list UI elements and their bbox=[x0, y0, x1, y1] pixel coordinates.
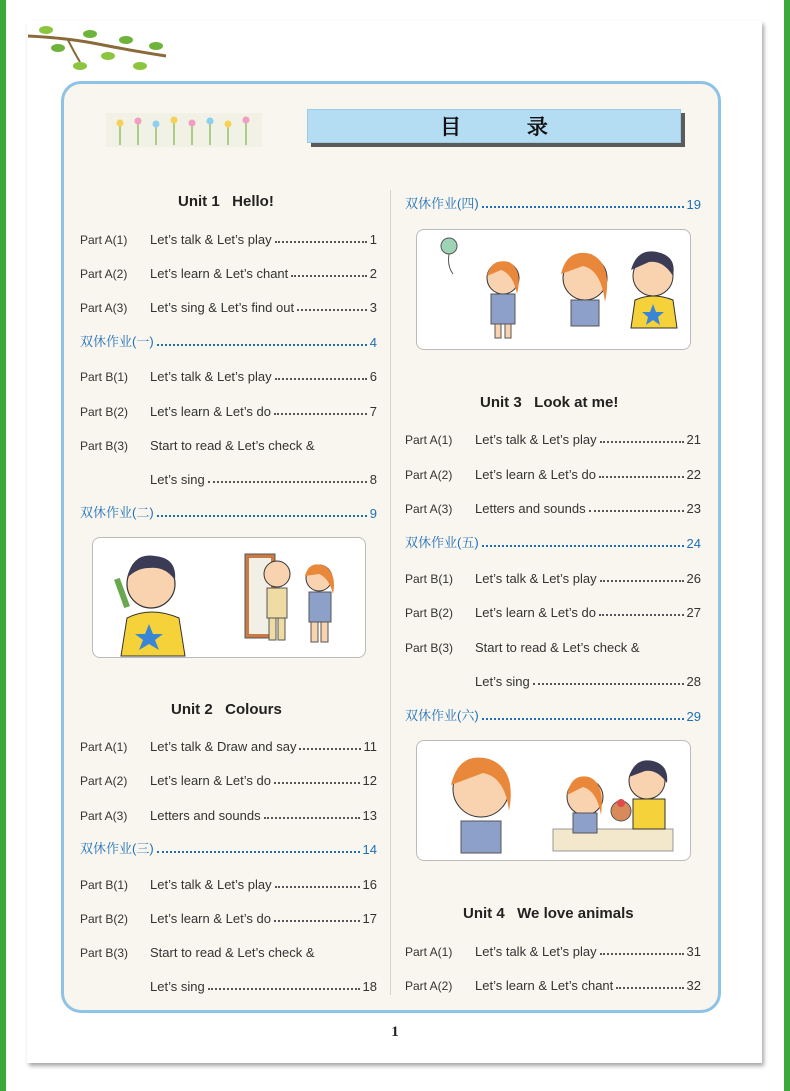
unit-3-title: Unit 3 Look at me! bbox=[480, 394, 619, 411]
entry-label: Let’s talk & Draw and say bbox=[150, 739, 297, 754]
cartoon-illustration bbox=[93, 538, 365, 657]
weekend-homework-entry[interactable] bbox=[80, 501, 377, 521]
entry-label: Let’s learn & Let’s do bbox=[150, 911, 271, 926]
entry-part: Part A(2) bbox=[405, 468, 453, 482]
weekend-homework-entry[interactable] bbox=[80, 330, 377, 350]
toc-entry[interactable] bbox=[405, 939, 701, 959]
leader-dots bbox=[482, 718, 684, 720]
entry-label: Let’s learn & Let’s do bbox=[150, 404, 271, 419]
toc-entry[interactable] bbox=[80, 940, 377, 960]
entry-part: Part A(2) bbox=[80, 267, 128, 281]
entry-page: 4 bbox=[369, 335, 377, 350]
entry-page: 6 bbox=[369, 369, 377, 384]
entry-page: 22 bbox=[686, 467, 701, 482]
entry-page: 26 bbox=[686, 571, 701, 586]
leader-dots bbox=[589, 510, 684, 512]
entry-label: Let’s talk & Let’s play bbox=[475, 944, 597, 959]
toc-entry[interactable] bbox=[80, 734, 377, 754]
leader-dots bbox=[616, 987, 683, 989]
entry-part: Part A(1) bbox=[405, 433, 453, 447]
entry-label: Let’s learn & Let’s chant bbox=[475, 978, 614, 993]
entry-page: 1 bbox=[369, 232, 377, 247]
entry-label: 双休作业(二) bbox=[80, 505, 154, 520]
entry-page: 16 bbox=[362, 877, 377, 892]
contents-title-bar bbox=[307, 109, 681, 143]
illustration-girl-and-boy bbox=[416, 229, 691, 350]
toc-entry[interactable] bbox=[80, 433, 377, 453]
entry-page: 17 bbox=[362, 911, 377, 926]
weekend-homework-entry[interactable] bbox=[405, 704, 701, 724]
toc-entry[interactable] bbox=[80, 364, 377, 384]
toc-entry-continued[interactable] bbox=[405, 669, 701, 689]
entry-part: Part B(2) bbox=[80, 405, 129, 419]
entry-label: Start to read & Let’s check & bbox=[475, 640, 640, 655]
entry-part: Part B(1) bbox=[80, 878, 129, 892]
entry-page: 28 bbox=[686, 674, 701, 689]
leader-dots bbox=[275, 886, 360, 888]
entry-part: Part B(3) bbox=[80, 946, 129, 960]
leader-dots bbox=[208, 481, 367, 483]
entry-label: Let’s talk & Let’s play bbox=[475, 571, 597, 586]
weekend-homework-entry[interactable] bbox=[405, 531, 701, 551]
leader-dots bbox=[275, 241, 367, 243]
leader-dots bbox=[275, 378, 367, 380]
entry-part: Part A(3) bbox=[80, 809, 128, 823]
toc-entry-continued[interactable] bbox=[80, 467, 377, 487]
unit-4-title: Unit 4 We love animals bbox=[463, 905, 634, 922]
unit-2-title: Unit 2 Colours bbox=[171, 701, 282, 718]
entry-page: 24 bbox=[686, 536, 701, 551]
entry-page: 13 bbox=[362, 808, 377, 823]
entry-part: Part A(3) bbox=[80, 301, 128, 315]
leader-dots bbox=[274, 920, 360, 922]
page-number: 1 bbox=[391, 1024, 399, 1040]
toc-entry[interactable] bbox=[405, 462, 701, 482]
toc-entry[interactable] bbox=[405, 635, 701, 655]
entry-page: 18 bbox=[362, 979, 377, 994]
toc-entry[interactable] bbox=[80, 261, 377, 281]
column-divider bbox=[390, 190, 391, 995]
entry-page: 3 bbox=[369, 300, 377, 315]
unit-1-title: Unit 1 Hello! bbox=[178, 193, 274, 210]
leader-dots bbox=[274, 413, 367, 415]
entry-part: Part B(2) bbox=[80, 912, 129, 926]
leader-dots bbox=[274, 782, 360, 784]
entry-label: 双休作业(六) bbox=[405, 708, 479, 723]
entry-page: 31 bbox=[686, 944, 701, 959]
leader-dots bbox=[599, 476, 684, 478]
illustration-boy-and-friends bbox=[92, 537, 366, 658]
entry-page: 21 bbox=[686, 432, 701, 447]
illustration-children-with-toy bbox=[416, 740, 691, 861]
entry-page: 2 bbox=[369, 266, 377, 281]
leader-dots bbox=[157, 515, 367, 517]
leader-dots bbox=[291, 275, 366, 277]
toc-entry[interactable] bbox=[80, 295, 377, 315]
entry-label: 双休作业(三) bbox=[80, 841, 154, 856]
leader-dots bbox=[297, 309, 367, 311]
toc-entry[interactable] bbox=[405, 496, 701, 516]
entry-part: Part B(1) bbox=[405, 572, 454, 586]
entry-label: 双休作业(五) bbox=[405, 535, 479, 550]
leader-dots bbox=[600, 441, 684, 443]
entry-label: Let’s learn & Let’s do bbox=[150, 773, 271, 788]
entry-label: Let’s talk & Let’s play bbox=[150, 369, 272, 384]
entry-part: Part A(1) bbox=[80, 740, 128, 754]
toc-entry[interactable] bbox=[405, 566, 701, 586]
leader-dots bbox=[157, 344, 367, 346]
entry-label: Let’s sing bbox=[475, 674, 530, 689]
toc-entry[interactable] bbox=[80, 227, 377, 247]
leader-dots bbox=[157, 851, 360, 853]
cartoon-illustration bbox=[417, 230, 690, 349]
entry-part: Part A(1) bbox=[80, 233, 128, 247]
page-title: 目 录 bbox=[440, 116, 578, 139]
entry-part: Part A(1) bbox=[405, 945, 453, 959]
right-green-edge bbox=[784, 0, 790, 1091]
toc-entry[interactable] bbox=[405, 973, 701, 993]
cartoon-illustration bbox=[417, 741, 690, 860]
entry-label: Letters and sounds bbox=[475, 501, 586, 516]
flowers-decoration bbox=[106, 113, 262, 147]
entry-part: Part B(3) bbox=[405, 641, 454, 655]
toc-entry[interactable] bbox=[80, 768, 377, 788]
entry-part: Part B(2) bbox=[405, 606, 454, 620]
leader-dots bbox=[533, 683, 684, 685]
entry-part: Part B(1) bbox=[80, 370, 129, 384]
entry-page: 29 bbox=[686, 709, 701, 724]
entry-label: 双休作业(四) bbox=[405, 196, 479, 211]
entry-page: 14 bbox=[362, 842, 377, 857]
entry-label: Let’s sing bbox=[150, 979, 205, 994]
toc-entry-continued[interactable] bbox=[80, 974, 377, 994]
leader-dots bbox=[600, 953, 684, 955]
toc-entry[interactable] bbox=[80, 803, 377, 823]
toc-entry[interactable] bbox=[405, 427, 701, 447]
entry-page: 9 bbox=[369, 506, 377, 521]
entry-part: Part A(3) bbox=[405, 502, 453, 516]
toc-entry[interactable] bbox=[80, 399, 377, 419]
entry-part: Part A(2) bbox=[80, 774, 128, 788]
entry-label: Start to read & Let’s check & bbox=[150, 438, 315, 453]
left-green-edge bbox=[0, 0, 6, 1091]
leader-dots bbox=[299, 748, 360, 750]
leader-dots bbox=[482, 545, 684, 547]
entry-label: Let’s talk & Let’s play bbox=[475, 432, 597, 447]
entry-page: 19 bbox=[686, 197, 701, 212]
weekend-homework-entry[interactable] bbox=[405, 192, 701, 212]
entry-label: Letters and sounds bbox=[150, 808, 261, 823]
entry-page: 12 bbox=[362, 773, 377, 788]
entry-label: Start to read & Let’s check & bbox=[150, 945, 315, 960]
toc-entry[interactable] bbox=[80, 906, 377, 926]
entry-part: Part A(2) bbox=[405, 979, 453, 993]
leader-dots bbox=[264, 817, 360, 819]
leader-dots bbox=[208, 988, 360, 990]
entry-label: Let’s sing bbox=[150, 472, 205, 487]
entry-page: 8 bbox=[369, 472, 377, 487]
leader-dots bbox=[599, 614, 684, 616]
leader-dots bbox=[600, 580, 684, 582]
weekend-homework-entry[interactable] bbox=[80, 837, 377, 857]
entry-label: Let’s talk & Let’s play bbox=[150, 232, 272, 247]
entry-label: Let’s learn & Let’s chant bbox=[150, 266, 289, 281]
entry-label: Let’s learn & Let’s do bbox=[475, 605, 596, 620]
entry-label: Let’s talk & Let’s play bbox=[150, 877, 272, 892]
entry-label: 双休作业(一) bbox=[80, 334, 154, 349]
leader-dots bbox=[482, 206, 684, 208]
entry-page: 32 bbox=[686, 978, 701, 993]
entry-page: 27 bbox=[686, 605, 701, 620]
entry-page: 7 bbox=[369, 404, 377, 419]
toc-entry[interactable] bbox=[80, 872, 377, 892]
entry-part: Part B(3) bbox=[80, 439, 129, 453]
entry-label: Let’s learn & Let’s do bbox=[475, 467, 596, 482]
entry-page: 23 bbox=[686, 501, 701, 516]
entry-label: Let’s sing & Let’s find out bbox=[150, 300, 295, 315]
branch-decoration bbox=[28, 22, 168, 82]
toc-entry[interactable] bbox=[405, 600, 701, 620]
entry-page: 11 bbox=[363, 739, 377, 754]
